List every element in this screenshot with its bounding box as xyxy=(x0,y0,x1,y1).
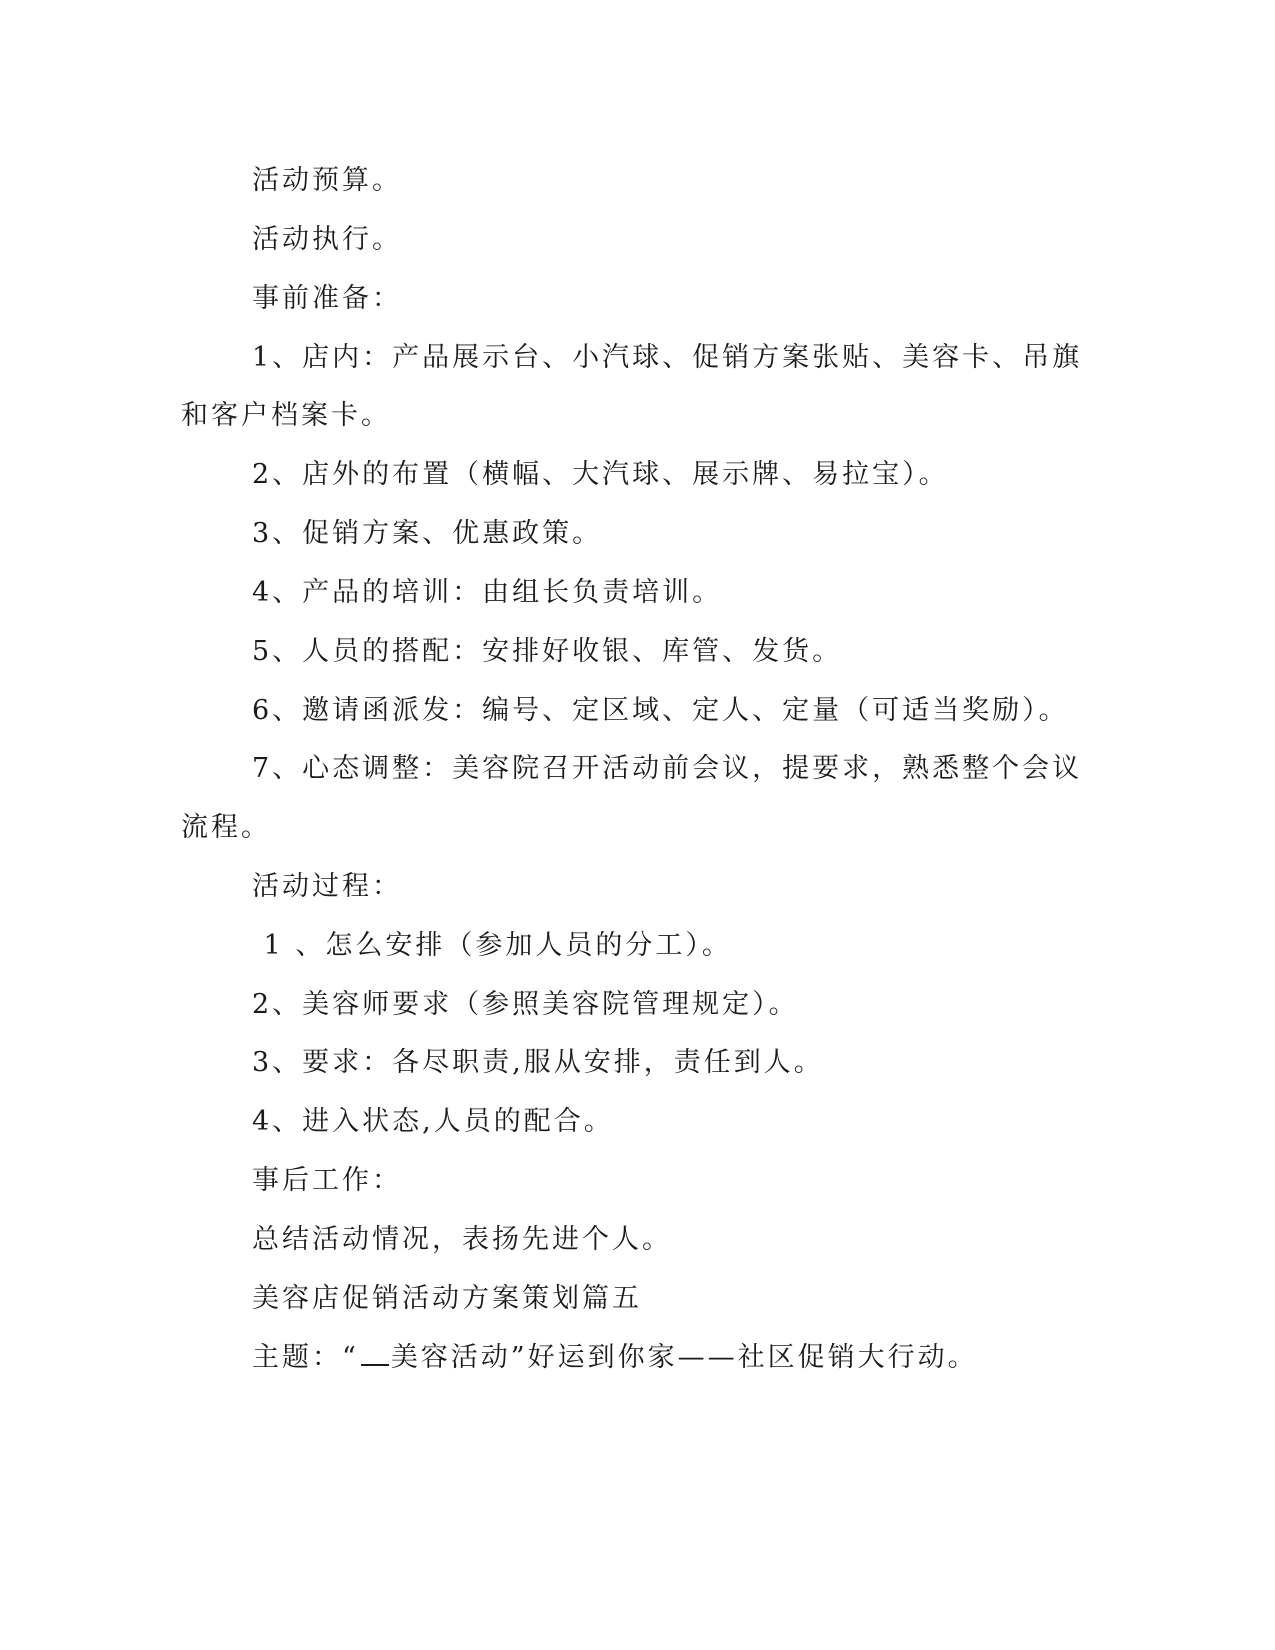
section-title: 美容店促销活动方案策划篇五 xyxy=(252,1283,642,1314)
prep-item-5: 5、人员的搭配：安排好收银、库管、发货。 xyxy=(252,636,843,667)
prep-item-4: 4、产品的培训：由组长负责培训。 xyxy=(252,577,723,608)
prep-item-2: 2、店外的布置（横幅、大汽球、展示牌、易拉宝）。 xyxy=(252,459,949,490)
theme-prefix: 主题：“ xyxy=(252,1342,359,1373)
theme-suffix: 美容活动”好运到你家——社区促销大行动。 xyxy=(390,1342,978,1373)
prep-item-7: 7、心态调整：美容院召开活动前会议，提要求，熟悉整个会议 xyxy=(252,753,1083,784)
fill-in-blank xyxy=(361,1340,389,1366)
prep-item-1-continued: 和客户档案卡。 xyxy=(181,400,391,431)
process-item-3: 3、要求：各尽职责,服从安排，责任到人。 xyxy=(252,1047,824,1078)
prep-item-1: 1、店内：产品展示台、小汽球、促销方案张贴、美容卡、吊旗 xyxy=(252,342,1083,373)
process-item-4: 4、进入状态,人员的配合。 xyxy=(252,1106,614,1137)
process-item-1: 1 、怎么安排（参加人员的分工）。 xyxy=(252,930,732,961)
heading-followup: 事后工作： xyxy=(252,1165,402,1196)
prep-item-6: 6、邀请函派发：编号、定区域、定人、定量（可适当奖励）。 xyxy=(252,695,1069,726)
process-item-2: 2、美容师要求（参照美容院管理规定）。 xyxy=(252,989,799,1020)
paragraph-execution: 活动执行。 xyxy=(252,224,402,255)
prep-item-3: 3、促销方案、优惠政策。 xyxy=(252,518,603,549)
followup-summary: 总结活动情况，表扬先进个人。 xyxy=(252,1224,672,1255)
prep-item-7-continued: 流程。 xyxy=(181,812,271,843)
heading-preparation: 事前准备： xyxy=(252,283,402,314)
paragraph-budget: 活动预算。 xyxy=(252,165,402,196)
heading-process: 活动过程： xyxy=(252,871,402,902)
theme-line xyxy=(252,1340,978,1376)
